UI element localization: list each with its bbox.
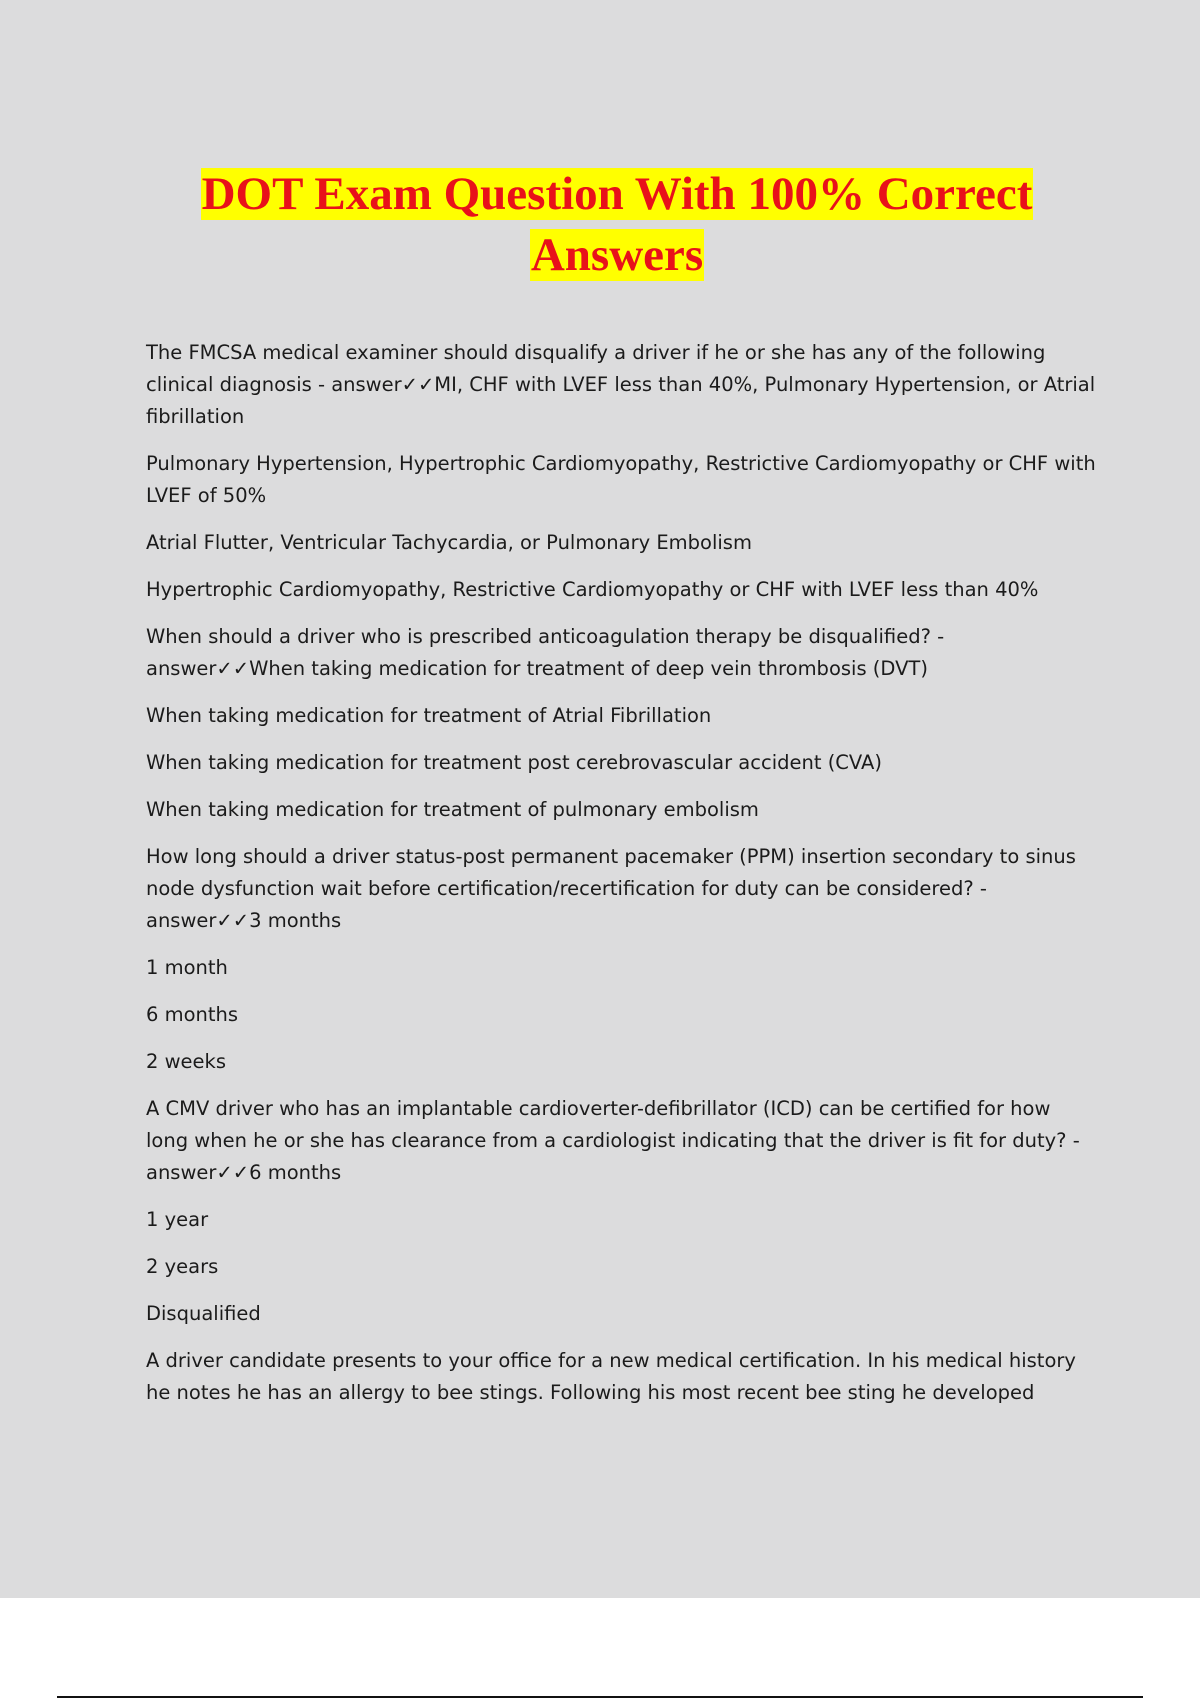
paragraph: How long should a driver status-post permanent pacemaker (PPM) insertion secondary to sinus node dysfunction wait before certification/recertification for duty can be considered? - answer✓✓3 months <box>146 845 1076 932</box>
title-line-2: Answers <box>530 229 704 281</box>
footer-divider <box>57 1696 1143 1698</box>
title-line-1: DOT Exam Question With 100% Correct <box>201 168 1033 220</box>
paragraph: A CMV driver who has an implantable cardioverter-defibrillator (ICD) can be certified for how long when he or she has clearance from a cardiologist indicating that the driver is fit for duty? - answer✓✓6 months <box>146 1097 1080 1184</box>
paragraph: Disqualified <box>146 1302 261 1325</box>
paragraph: When taking medication for treatment post cerebrovascular accident (CVA) <box>146 751 882 774</box>
paragraph: 2 years <box>146 1255 219 1278</box>
paragraph: 1 month <box>146 956 228 979</box>
document-body <box>146 337 1096 1424</box>
paragraph: Atrial Flutter, Ventricular Tachycardia, or Pulmonary Embolism <box>146 531 752 554</box>
paragraph: A driver candidate presents to your office for a new medical certification. In his medical history he notes he has an allergy to bee stings. Following his most recent bee sting he developed <box>146 1349 1076 1404</box>
paragraph: The FMCSA medical examiner should disqualify a driver if he or she has any of the following clinical diagnosis - answer✓✓MI, CHF with LVEF less than 40%, Pulmonary Hypertension, or Atrial fibrillation <box>146 341 1096 428</box>
paragraph: Pulmonary Hypertension, Hypertrophic Cardiomyopathy, Restrictive Cardiomyopathy or CHF with LVEF of 50% <box>146 452 1096 507</box>
paragraph: When should a driver who is prescribed anticoagulation therapy be disqualified? - answer✓✓When taking medication for treatment of deep vein thrombosis (DVT) <box>146 625 945 680</box>
paragraph: Hypertrophic Cardiomyopathy, Restrictive Cardiomyopathy or CHF with LVEF less than 40% <box>146 578 1039 601</box>
paragraph: 2 weeks <box>146 1050 226 1073</box>
document-title <box>0 164 1200 286</box>
paragraph: When taking medication for treatment of pulmonary embolism <box>146 798 759 821</box>
paragraph: 6 months <box>146 1003 239 1026</box>
paragraph: When taking medication for treatment of Atrial Fibrillation <box>146 704 712 727</box>
paragraph: 1 year <box>146 1208 209 1231</box>
